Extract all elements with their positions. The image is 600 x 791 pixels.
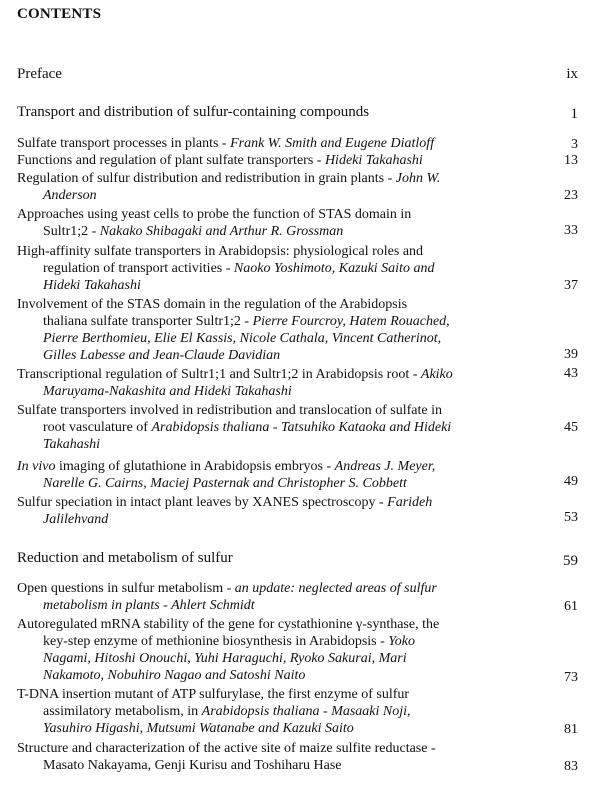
preface-page: ix xyxy=(566,66,578,82)
toc-entry: Sulfate transport processes in plants - Frank W. Smith and Eugene Diatloff xyxy=(17,136,435,151)
toc-entry-page: 33 xyxy=(564,223,578,238)
toc-entry-page: 43 xyxy=(564,366,578,381)
toc-entry: T-DNA insertion mutant of ATP sulfurylase, the first enzyme of sulfur assimilatory metabolism, in Arabidopsis thaliana - Masaaki Noji, Yasuhiro Higashi, Mutsumi Watanabe and Kazuki Saito xyxy=(17,687,411,736)
toc-entry-page: 39 xyxy=(564,347,578,362)
toc-entry: Functions and regulation of plant sulfate transporters - Hideki Takahashi xyxy=(17,153,423,168)
toc-entry: Involvement of the STAS domain in the regulation of the Arabidopsis thaliana sulfate transporter Sultr1;2 - Pierre Fourcroy, Hatem Rouached, Pierre Berthomieu, Elie El Kassis, Nicole Cathala, Vincent Catherinot, Gilles Labesse and Jean-Claude Davidian xyxy=(17,297,450,363)
toc-entry: Sulfur speciation in intact plant leaves by XANES spectroscopy - Farideh Jalilehvand xyxy=(17,495,433,527)
toc-entry-page: 73 xyxy=(564,670,578,685)
toc-entry: In vivo imaging of glutathione in Arabidopsis embryos - Andreas J. Meyer, Narelle G. Cairns, Maciej Pasternak and Christopher S. Cobbett xyxy=(17,459,436,491)
toc-entry: Transcriptional regulation of Sultr1;1 and Sultr1;2 in Arabidopsis root - Akiko Maruyama-Nakashita and Hideki Takahashi xyxy=(17,367,453,399)
toc-entry: Approaches using yeast cells to probe the function of STAS domain in Sultr1;2 - Nakako Shibagaki and Arthur R. Grossman xyxy=(17,207,412,239)
section-page-reduction: 59 xyxy=(563,553,578,569)
toc-entry-page: 49 xyxy=(564,474,578,489)
contents-heading: CONTENTS xyxy=(17,6,102,22)
toc-entry-page: 37 xyxy=(564,278,578,293)
section-title-transport: Transport and distribution of sulfur-containing compounds xyxy=(17,104,370,120)
toc-entry-page: 81 xyxy=(564,722,578,737)
toc-entry-page: 3 xyxy=(571,137,578,152)
toc-entry: High-affinity sulfate transporters in Arabidopsis: physiological roles and regulation of transport activities - Naoko Yoshimoto, Kazuki Saito and Hideki Takahashi xyxy=(17,244,435,293)
toc-entry: Regulation of sulfur distribution and redistribution in grain plants - John W. Anderson xyxy=(17,171,441,203)
toc-entry: Autoregulated mRNA stability of the gene for cystathionine γ-synthase, the key-step enzyme of methionine biosynthesis in Arabidopsis - Yoko Nagami, Hitoshi Onouchi, Yuhi Haraguchi, Ryoko Sakurai, Mari Nakamoto, Nobuhiro Nagao and Satoshi Naito xyxy=(17,617,440,683)
toc-entry-page: 53 xyxy=(564,510,578,525)
section-title-reduction: Reduction and metabolism of sulfur xyxy=(17,550,233,566)
toc-entry-page: 45 xyxy=(564,420,578,435)
toc-entry-page: 61 xyxy=(564,599,578,614)
toc-entry: Sulfate transporters involved in redistribution and translocation of sulfate in root vasculature of Arabidopsis thaliana - Tatsuhiko Kataoka and Hideki Takahashi xyxy=(17,403,452,452)
toc-entry: Open questions in sulfur metabolism - an update: neglected areas of sulfur metabolism in plants - Ahlert Schmidt xyxy=(17,581,437,613)
toc-entry-page: 23 xyxy=(564,188,578,203)
toc-entry-page: 13 xyxy=(564,153,578,168)
toc-entry-page: 83 xyxy=(564,759,578,774)
section-page-transport: 1 xyxy=(570,106,578,122)
toc-entry: Structure and characterization of the active site of maize sulfite reductase - Masato Nakayama, Genji Kurisu and Toshiharu Hase xyxy=(17,741,436,773)
preface-title: Preface xyxy=(17,66,62,82)
